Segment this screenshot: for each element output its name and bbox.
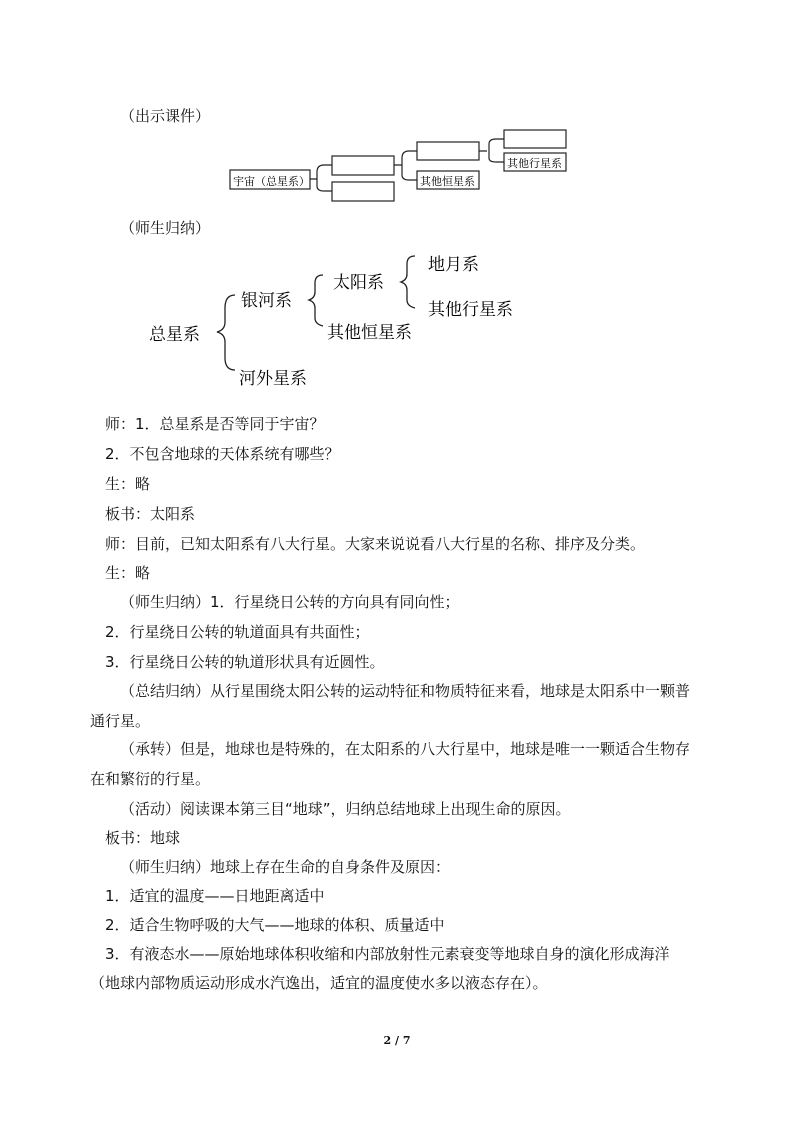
page-number: 2 / 7	[383, 1034, 411, 1047]
brace-root	[217, 295, 235, 370]
text-line: 在和繁衍的行星。	[90, 770, 211, 788]
cosmos-fill-in-diagram	[228, 128, 570, 203]
text-line: （承转）但是，地球也是特殊的，在太阳系的八大行星中，地球是唯一一颗适合生物存	[120, 740, 691, 758]
text-line: 3．行星绕日公转的轨道形状具有近圆性。	[105, 653, 385, 671]
text-line: 2．不包含地球的天体系统有哪些？	[105, 445, 340, 463]
blank-box-galaxy	[332, 156, 394, 175]
summary-label: （师生归纳）	[120, 219, 211, 237]
other-planets-small-label: 其他行星系	[507, 157, 562, 170]
root-label: 总星系	[149, 325, 200, 345]
text-line: 生：略	[105, 564, 151, 582]
intro-label: （出示课件）	[120, 107, 211, 125]
text-line: （师生归纳）地球上存在生命的自身条件及原因：	[120, 858, 451, 876]
solar-system-label: 太阳系	[333, 273, 384, 293]
galaxy-hierarchy-diagram	[145, 250, 535, 390]
text-line: 3．有液态水——原始地球体积收缩和内部放射性元素衰变等地球自身的演化形成海洋	[105, 945, 670, 963]
other-planets-label: 其他行星系	[428, 300, 513, 320]
text-line: （师生归纳）1．行星绕日公转的方向具有同向性；	[120, 593, 460, 611]
blank-box-solar	[417, 142, 479, 160]
text-line: 2．行星绕日公转的轨道面具有共面性；	[105, 623, 370, 641]
blank-box-earth-moon	[504, 130, 566, 148]
earth-moon-label: 地月系	[428, 255, 479, 275]
other-stars-small-label: 其他恒星系	[420, 175, 475, 188]
text-line: 师：1．总星系是否等同于宇宙？	[105, 415, 325, 433]
text-line: 板书：太阳系	[105, 505, 196, 523]
blank-box-extragalactic	[332, 182, 394, 201]
text-line: （总结归纳）从行星围绕太阳公转的运动特征和物质特征来看，地球是太阳系中一颗普	[120, 682, 691, 700]
galaxy-label: 银河系	[241, 291, 292, 311]
cosmos-label: 宇宙（总星系）	[233, 175, 310, 188]
text-line: 师：目前，已知太阳系有八大行星。大家来说说看八大行星的名称、排序及分类。	[105, 535, 646, 553]
text-line: 板书：地球	[105, 829, 181, 847]
text-line: 2．适合生物呼吸的大气——地球的体积、质量适中	[105, 916, 445, 934]
brace-solar	[401, 256, 415, 308]
text-line: （活动）阅读课本第三目“地球”，归纳总结地球上出现生命的原因。	[120, 800, 571, 818]
brace-galaxy	[309, 275, 323, 326]
text-line: （地球内部物质运动形成水汽逸出，适宜的温度使水多以液态存在）。	[90, 974, 548, 992]
text-line: 生：略	[105, 475, 151, 493]
text-line: 通行星。	[90, 712, 151, 730]
extragalactic-label: 河外星系	[239, 369, 307, 389]
other-stars-label: 其他恒星系	[327, 323, 412, 343]
text-line: 1．适宜的温度——日地距离适中	[105, 887, 325, 905]
